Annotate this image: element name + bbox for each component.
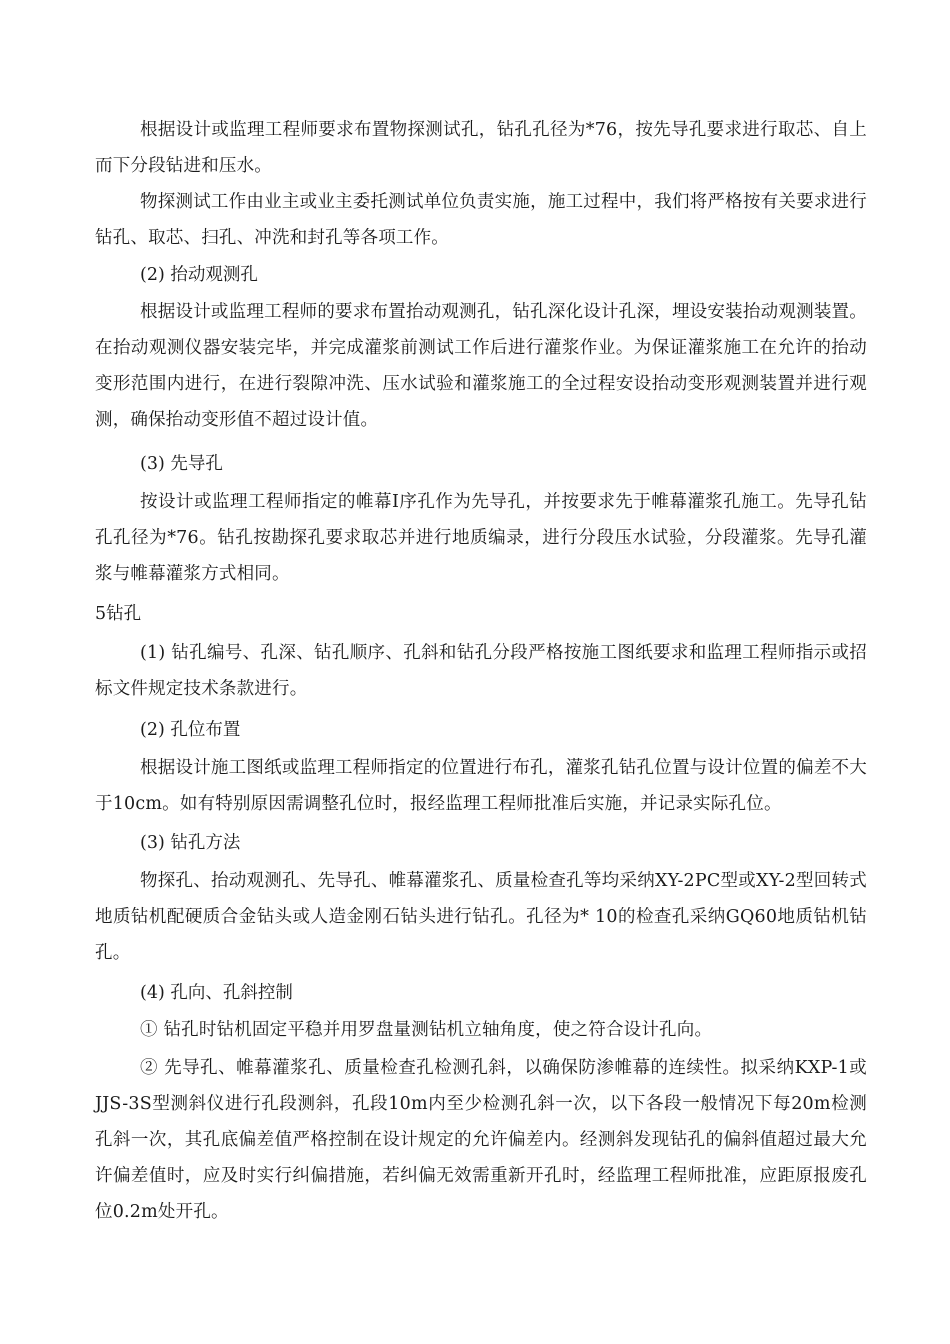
heading-drilling: 5钻孔 bbox=[95, 604, 142, 624]
heading-hole-direction-control: (4) 孔向、孔斜控制 bbox=[140, 983, 293, 1003]
paragraph-pilot-hole: 按设计或监理工程师指定的帷幕Ⅰ序孔作为先导孔，并按要求先于帷幕灌浆孔施工。先导孔钻孔孔径为*76。钻孔按勘探孔要求取芯并进行地质编录，进行分段压水试验，分段灌浆。先导孔灌浆与帷幕灌浆方式相同。 bbox=[95, 492, 867, 584]
heading-hole-layout: (2) 孔位布置 bbox=[140, 720, 241, 740]
paragraph-geophysical-test-hole: 根据设计或监理工程师要求布置物探测试孔，钻孔孔径为*76，按先导孔要求进行取芯、自上而下分段钻进和压水。 bbox=[95, 120, 867, 176]
paragraph-hole-layout: 根据设计施工图纸或监理工程师指定的位置进行布孔，灌浆孔钻孔位置与设计位置的偏差不大于10cm。如有特别原因需调整孔位时，报经监理工程师批准后实施，并记录实际孔位。 bbox=[95, 758, 867, 814]
heading-uplift-observation-hole: (2) 抬动观测孔 bbox=[140, 265, 258, 285]
paragraph-drilling-numbering: (1) 钻孔编号、孔深、钻孔顺序、孔斜和钻孔分段严格按施工图纸要求和监理工程师指示或招标文件规定技术条款进行。 bbox=[95, 643, 867, 699]
paragraph-test-responsibility: 物探测试工作由业主或业主委托测试单位负责实施，施工过程中，我们将严格按有关要求进行钻孔、取芯、扫孔、冲洗和封孔等各项工作。 bbox=[95, 192, 867, 248]
heading-drilling-method: (3) 钻孔方法 bbox=[140, 833, 241, 853]
paragraph-drill-rig-fixing: ① 钻孔时钻机固定平稳并用罗盘量测钻机立轴角度，使之符合设计孔向。 bbox=[140, 1020, 713, 1040]
paragraph-inclination-measurement: ② 先导孔、帷幕灌浆孔、质量检查孔检测孔斜，以确保防渗帷幕的连续性。拟采纳KXP-1或JJS-3S型测斜仪进行孔段测斜，孔段10m内至少检测孔斜一次，以下各段一般情况下每20m检测孔斜一次，其孔底偏差值严格控制在设计规定的允许偏差内。经测斜发现钻孔的偏斜值超过最大允许偏差值时，应及时实行纠偏措施，若纠偏无效需重新开孔时，经监理工程师批准，应距原报废孔位0.2m处开孔。 bbox=[95, 1058, 867, 1222]
heading-pilot-hole: (3) 先导孔 bbox=[140, 454, 223, 474]
paragraph-drilling-method: 物探孔、抬动观测孔、先导孔、帷幕灌浆孔、质量检查孔等均采纳XY-2PC型或XY-2型回转式地质钻机配硬质合金钻头或人造金刚石钻头进行钻孔。孔径为* 10的检查孔采纳GQ60地质钻机钻孔。 bbox=[95, 871, 867, 963]
paragraph-uplift-observation: 根据设计或监理工程师的要求布置抬动观测孔，钻孔深化设计孔深，埋设安装抬动观测装置。在抬动观测仪器安装完毕，并完成灌浆前测试工作后进行灌浆作业。为保证灌浆施工在允许的抬动变形范围内进行，在进行裂隙冲洗、压水试验和灌浆施工的全过程安设抬动变形观测装置并进行观测，确保抬动变形值不超过设计值。 bbox=[95, 302, 867, 430]
